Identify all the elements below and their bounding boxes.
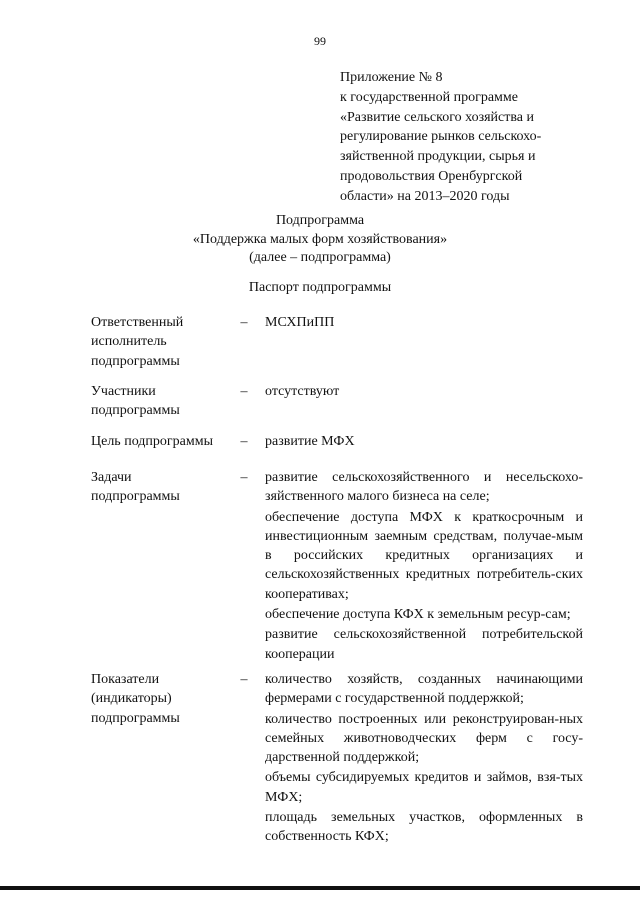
appendix-block <box>340 68 600 207</box>
row-value <box>265 432 583 451</box>
row-value-paragraph: количество хозяйств, созданных начинающими фермерами с государственной поддержкой; <box>265 672 583 707</box>
row-label-line: (индикаторы) <box>91 691 172 707</box>
appendix-line: Приложение № 8 <box>340 70 443 85</box>
row-value <box>265 670 583 847</box>
row-value-paragraph: обеспечение доступа МФХ к краткосрочным и инвестиционным заемным средствам, получае-мым в российских кредитных организациях и сельскохозяйственных кредитных потребитель-ских кооперативах; <box>265 509 583 602</box>
row-label-line: подпрограммы <box>91 403 180 419</box>
row-label-line: Цель подпрограммы <box>91 434 213 449</box>
row-value <box>265 382 583 401</box>
appendix-line: к государственной программе <box>340 89 518 105</box>
page-number: 99 <box>314 34 326 48</box>
appendix-line: зяйственной продукции, сырья и <box>340 149 536 165</box>
row-label <box>91 432 231 451</box>
row-label <box>91 468 231 507</box>
subprogram-note: (далее – подпрограмма) <box>249 250 391 265</box>
row-value-paragraph: количество построенных или реконструирован-ных семейных животноводческих ферм с госу-дарственной поддержкой; <box>265 711 583 766</box>
appendix-line: области» на 2013–2020 годы <box>340 188 510 204</box>
row-dash: – <box>240 672 248 687</box>
row-dash: – <box>240 434 248 449</box>
subprogram-heading: Подпрограмма <box>275 213 365 228</box>
row-value-paragraph: развитие сельскохозяйственного и несельскохо-зяйственного малого бизнеса на селе; <box>265 470 583 505</box>
subprogram-title-block <box>0 212 640 268</box>
row-label-line: Участники <box>91 384 156 399</box>
subprogram-name: «Поддержка малых форм хозяйствования» <box>192 231 448 247</box>
row-value <box>265 313 583 332</box>
row-value-paragraph: развитие сельскохозяйственной потребительской кооперации <box>265 627 583 662</box>
row-label <box>91 382 231 421</box>
passport-title: Паспорт подпрограммы <box>248 280 392 295</box>
row-label-line: Показатели <box>91 672 160 687</box>
row-label-line: подпрограммы <box>91 489 180 505</box>
appendix-line: продовольствия Оренбургской <box>340 168 523 184</box>
row-value-paragraph: отсутствуют <box>265 384 340 399</box>
row-value-paragraph: площадь земельных участков, оформленных в собственность КФХ; <box>265 810 583 845</box>
row-label-line: подпрограммы <box>91 353 180 369</box>
appendix-line: регулирование рынков сельскохо- <box>340 129 542 145</box>
row-value-paragraph: МСХПиПП <box>265 315 335 330</box>
row-value-paragraph: объемы субсидируемых кредитов и займов, взя-тых МФХ; <box>265 770 583 805</box>
row-label <box>91 670 231 728</box>
row-label-line: подпрограммы <box>91 710 180 726</box>
row-label-line: Задачи <box>91 470 132 485</box>
row-label-line: Ответственный <box>91 315 184 330</box>
row-dash: – <box>240 470 248 485</box>
row-dash: – <box>240 315 248 330</box>
row-value-paragraph: развитие МФХ <box>265 434 355 449</box>
row-value-paragraph: обеспечение доступа КФХ к земельным ресур-сам; <box>265 607 571 623</box>
row-dash: – <box>240 384 248 399</box>
appendix-line: «Развитие сельского хозяйства и <box>340 109 535 125</box>
row-label <box>91 313 231 371</box>
row-value <box>265 468 583 664</box>
bottom-scan-border <box>0 886 640 890</box>
row-label-line: исполнитель <box>91 334 167 350</box>
